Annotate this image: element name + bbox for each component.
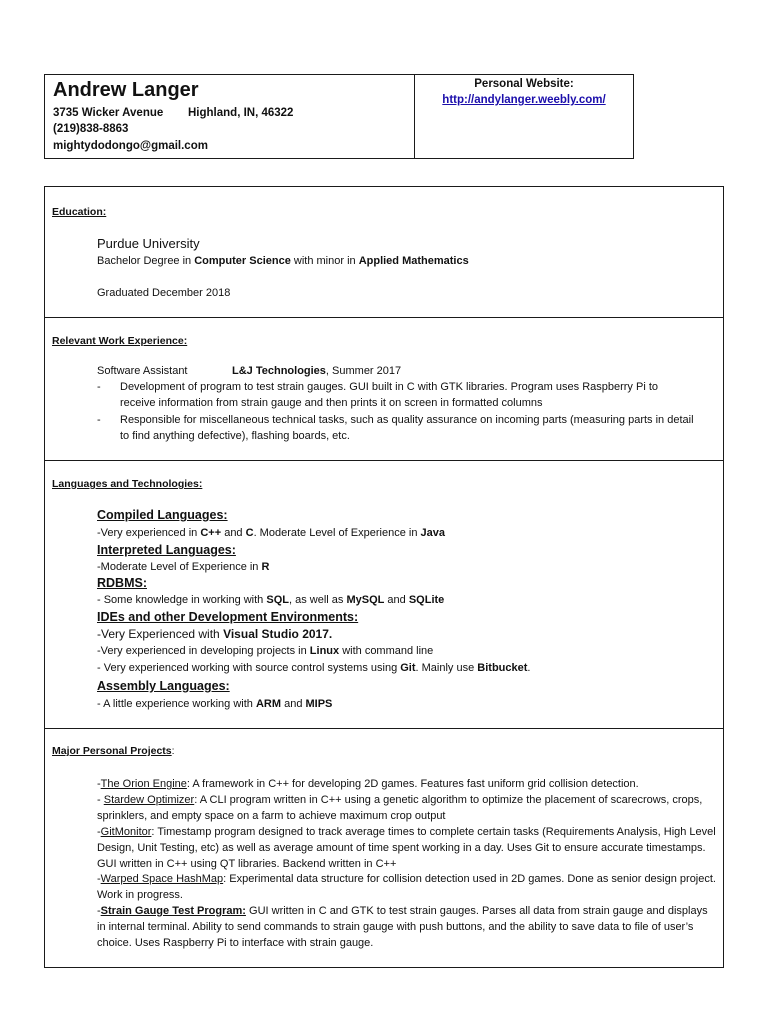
lang-c: C bbox=[245, 527, 254, 539]
project-name: Stardew Optimizer bbox=[103, 794, 195, 806]
text: , as well as bbox=[288, 594, 347, 606]
interpreted-line bbox=[97, 560, 269, 575]
text: - Very experienced working with source control systems using bbox=[97, 662, 401, 674]
lang-cpp: C++ bbox=[200, 527, 222, 539]
projects-heading: Major Personal Projects bbox=[52, 745, 172, 757]
text: -Very experienced in bbox=[97, 527, 201, 539]
tech-bitbucket: Bitbucket bbox=[477, 662, 528, 674]
tech-linux: Linux bbox=[309, 645, 340, 657]
text: - bbox=[97, 794, 104, 806]
assembly-heading: Assembly Languages: bbox=[97, 679, 230, 693]
text: and bbox=[384, 594, 409, 606]
tech-arm: ARM bbox=[255, 698, 282, 710]
website-label: Personal Website: bbox=[474, 78, 574, 90]
projects-heading-line bbox=[52, 745, 175, 757]
ide-line-2 bbox=[97, 644, 433, 659]
compiled-heading: Compiled Languages: bbox=[97, 508, 228, 522]
project-description: : A CLI program written in C++ using a genetic algorithm to optimize the placement of scarecrows, crops, sprinklers, and empty space on a farm to achieve maximum crop output bbox=[97, 794, 703, 822]
project-stardew-optimizer bbox=[97, 792, 717, 824]
project-name: Strain Gauge Test Program: bbox=[100, 905, 246, 917]
degree-line bbox=[97, 254, 469, 269]
degree-connector: with minor in bbox=[290, 255, 359, 267]
project-gitmonitor bbox=[97, 824, 717, 872]
project-name: The Orion Engine bbox=[100, 778, 187, 790]
street-address: 3735 Wicker Avenue bbox=[53, 107, 164, 119]
website-link[interactable]: http://andylanger.weebly.com/ bbox=[442, 94, 606, 106]
work-bullet-2: Responsible for miscellaneous technical tasks, such as quality assurance on incoming parts (measuring parts in detail to find anything defective), flashing boards, etc. bbox=[120, 414, 694, 442]
tech-git: Git bbox=[400, 662, 416, 674]
project-warped-space-hashmap bbox=[97, 871, 717, 903]
degree-major: Computer Science bbox=[194, 255, 291, 267]
tech-mysql: MySQL bbox=[346, 594, 385, 606]
text: with command line bbox=[339, 645, 434, 657]
divider-languages-projects bbox=[44, 728, 723, 729]
bullet-dash: - bbox=[97, 414, 101, 426]
tech-visual-studio: Visual Studio 2017. bbox=[223, 627, 333, 641]
city-state-zip: Highland, IN, 46322 bbox=[188, 107, 294, 119]
compiled-line bbox=[97, 526, 445, 541]
text: -Very Experienced with bbox=[97, 627, 224, 641]
project-strain-gauge bbox=[97, 903, 717, 951]
job-role: Software Assistant bbox=[97, 365, 188, 377]
text: and bbox=[281, 698, 306, 710]
project-name: Warped Space HashMap bbox=[100, 873, 224, 885]
rdbms-heading: RDBMS: bbox=[97, 576, 147, 590]
text: - bbox=[97, 905, 101, 917]
text: - bbox=[97, 826, 101, 838]
assembly-line bbox=[97, 697, 332, 712]
degree-prefix: Bachelor Degree in bbox=[97, 255, 195, 267]
project-description: : Timestamp program designed to track average times to complete certain tasks (Requirements Analysis, High Level Design, Unit Testing, etc) as well as average amount of time spent working in a day. Uses Git to ensure accurate timestamps. GUI written in C++ using QT libraries. Backend written in C++ bbox=[97, 826, 716, 870]
ide-line-1 bbox=[97, 627, 332, 642]
website-link-wrap bbox=[414, 94, 634, 106]
work-heading: Relevant Work Experience: bbox=[52, 335, 188, 347]
text: -Very experienced in developing projects in bbox=[97, 645, 310, 657]
text: and bbox=[221, 527, 246, 539]
work-bullet-1: Development of program to test strain gauges. GUI built in C with GTK libraries. Program uses Raspberry Pi to receive information from strain gauge and then prints it on screen in formatted columns bbox=[120, 381, 658, 409]
lang-java: Java bbox=[420, 527, 445, 539]
education-heading: Education: bbox=[52, 206, 107, 218]
phone-number: (219)838-8863 bbox=[53, 123, 129, 135]
lang-r: R bbox=[261, 561, 270, 573]
rdbms-line bbox=[97, 593, 444, 608]
job-company: L&J Technologies bbox=[232, 365, 326, 377]
text: - bbox=[97, 778, 101, 790]
text: . Moderate Level of Experience in bbox=[253, 527, 421, 539]
graduation-date: Graduated December 2018 bbox=[97, 287, 231, 299]
ide-heading: IDEs and other Development Environments: bbox=[97, 610, 359, 624]
divider-work-languages bbox=[44, 460, 723, 461]
applicant-name: Andrew Langer bbox=[53, 79, 199, 101]
divider-education-work bbox=[44, 317, 723, 318]
project-description: : A framework in C++ for developing 2D games. Features fast uniform grid collision detection. bbox=[186, 778, 639, 790]
text: . bbox=[527, 662, 531, 674]
project-name: GitMonitor bbox=[100, 826, 152, 838]
tech-sql: SQL bbox=[266, 594, 289, 606]
text: - Some knowledge in working with bbox=[97, 594, 267, 606]
interpreted-heading: Interpreted Languages: bbox=[97, 543, 236, 557]
bullet-dash: - bbox=[97, 381, 101, 393]
ide-line-3 bbox=[97, 661, 530, 676]
school-name: Purdue University bbox=[97, 236, 200, 251]
project-description: GUI written in C and GTK to test strain gauges. Parses all data from strain gauge and displays in internal terminal. Ability to send commands to strain gauge with push buttons, and the ability to save data to file of user’s choice. Uses Raspberry Pi to interface with strain gauge. bbox=[97, 905, 708, 949]
degree-minor: Applied Mathematics bbox=[358, 255, 469, 267]
languages-heading: Languages and Technologies: bbox=[52, 478, 203, 490]
project-description: : Experimental data structure for collision detection used in 2D games. Done as senior design project. Work in progress. bbox=[97, 873, 716, 901]
text: : bbox=[171, 745, 175, 757]
tech-sqlite: SQLite bbox=[408, 594, 445, 606]
text: - A little experience working with bbox=[97, 698, 256, 710]
job-period: , Summer 2017 bbox=[325, 365, 402, 377]
email-address: mightydodongo@gmail.com bbox=[53, 140, 208, 152]
tech-mips: MIPS bbox=[305, 698, 333, 710]
text: . Mainly use bbox=[415, 662, 478, 674]
job-company-line bbox=[232, 364, 401, 379]
project-orion-engine bbox=[97, 776, 717, 792]
text: - bbox=[97, 873, 101, 885]
text: -Moderate Level of Experience in bbox=[97, 561, 262, 573]
